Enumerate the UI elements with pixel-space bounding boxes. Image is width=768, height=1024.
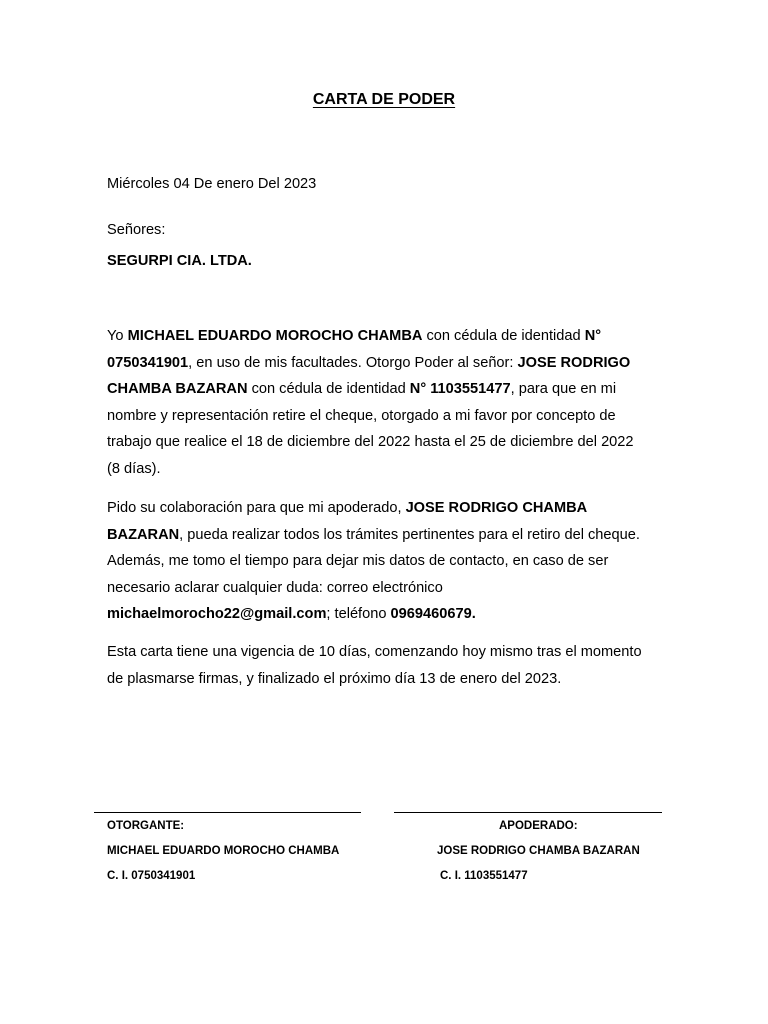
paragraph-line: Pido su colaboración para que mi apoderado, JOSE RODRIGO CHAMBA — [107, 500, 588, 516]
attorney-id: C. I. 1103551477 — [440, 870, 528, 882]
attorney-name: JOSE RODRIGO CHAMBA BAZARAN — [437, 845, 640, 857]
paragraph-line: Además, me tomo el tiempo para dejar mis datos de contacto, en caso de ser — [107, 553, 609, 569]
letter-date: Miércoles 04 De enero Del 2023 — [107, 176, 317, 192]
paragraph-contact — [107, 495, 687, 628]
paragraph-line: BAZARAN, pueda realizar todos los trámites pertinentes para el retiro del cheque. — [107, 526, 640, 543]
grantor-role-label: OTORGANTE: — [107, 820, 185, 832]
paragraph-line: 0750341901, en uso de mis facultades. Otorgo Poder al señor: JOSE RODRIGO — [107, 354, 631, 371]
attorney-signature-line — [394, 812, 662, 813]
grantor-name: MICHAEL EDUARDO MOROCHO CHAMBA — [107, 845, 340, 857]
paragraph-line: de plasmarse firmas, y finalizado el próximo día 13 de enero del 2023. — [107, 670, 562, 687]
document-title: CARTA DE PODER — [312, 91, 456, 108]
paragraph-line: CHAMBA BAZARAN con cédula de identidad N° 1103551477, para que en mi — [107, 381, 617, 397]
grantor-signature-line — [94, 812, 361, 813]
paragraph-line: Yo MICHAEL EDUARDO MOROCHO CHAMBA con cédula de identidad N° — [107, 328, 602, 344]
paragraph-line: michaelmorocho22@gmail.com; teléfono 0969460679. — [107, 606, 476, 622]
letter-recipient: SEGURPI CIA. LTDA. — [107, 253, 252, 269]
paragraph-line: necesario aclarar cualquier duda: correo electrónico — [107, 579, 443, 596]
grantor-id: C. I. 0750341901 — [107, 870, 196, 882]
paragraph-validity — [107, 639, 687, 692]
paragraph-line: nombre y representación retire el cheque, otorgado a mi favor por concepto de — [107, 407, 616, 424]
paragraph-line: trabajo que realice el 18 de diciembre del 2022 hasta el 25 de diciembre del 2022 — [107, 434, 634, 450]
paragraph-line: (8 días). — [107, 460, 161, 477]
attorney-role-label: APODERADO: — [499, 820, 578, 832]
contact-phone: 0969460679. — [390, 606, 476, 622]
letter-greeting: Señores: — [107, 222, 166, 238]
paragraph-power-grant — [107, 323, 687, 482]
paragraph-line: Esta carta tiene una vigencia de 10 días, comenzando hoy mismo tras el momento — [107, 644, 642, 660]
contact-email: michaelmorocho22@gmail.com — [107, 606, 327, 622]
